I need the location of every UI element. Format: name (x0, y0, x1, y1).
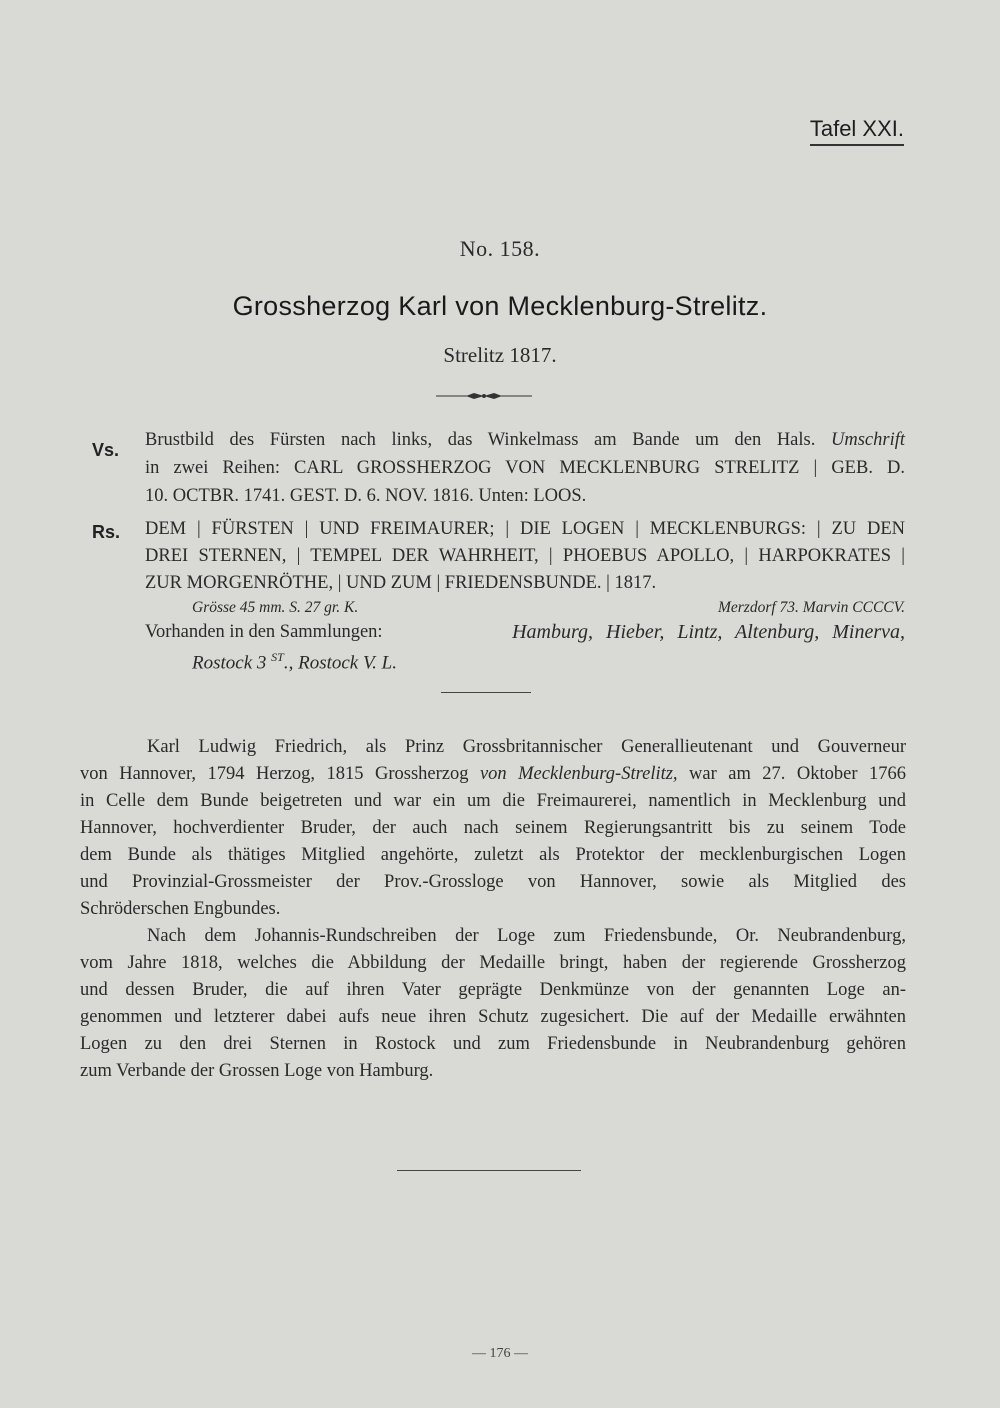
end-divider (397, 1170, 581, 1171)
body-line: und Provinzial-Grossmeister der Prov.-Grossloge von Hannover, sowie als Mitglied des (80, 872, 906, 892)
body-line: genommen und letzterer dabei aufs neue ihren Schutz zugesichert. Die auf der Medaille erwähnten (80, 1007, 906, 1027)
body-line: Nach dem Johannis-Rundschreiben der Loge zum Friedensbunde, Or. Neubrandenburg, (147, 926, 906, 946)
body-line: von Hannover, 1794 Herzog, 1815 Grossherzog von Mecklenburg-Strelitz, war am 27. Oktober 1766 (80, 764, 906, 784)
reverse-line-3: ZUR MORGENRÖTHE, | UND ZUM | FRIEDENSBUNDE. | 1817. (145, 573, 657, 593)
body-line: Karl Ludwig Friedrich, als Prinz Grossbritannischer Generallieutenant und Gouverneur (147, 737, 906, 757)
obverse-line-2: in zwei Reihen: CARL GROSSHERZOG VON MECKLENBURG STRELITZ | GEB. D. (145, 458, 905, 478)
ornament-divider (436, 391, 532, 401)
body-line: Logen zu den drei Sternen in Rostock und zum Friedensbunde in Neubrandenburg gehören (80, 1034, 906, 1054)
reverse-label: Rs. (92, 522, 121, 542)
references: Merzdorf 73. Marvin CCCCV. (717, 599, 905, 616)
section-divider (441, 692, 531, 693)
medal-number: No. 158. (459, 236, 541, 261)
body-line: und dessen Bruder, die auf ihren Vater geprägte Denkmünze von der genannten Loge an- (80, 980, 906, 1000)
plate-label: Tafel XXI. (810, 116, 904, 146)
place-date: Strelitz 1817. (443, 343, 557, 367)
body-line: zum Verbande der Grossen Loge von Hamburg. (80, 1061, 434, 1081)
body-line: dem Bunde als thätiges Mitglied angehörte, zuletzt als Protektor der mecklenburgischen Logen (80, 845, 906, 865)
obverse-line-1: Brustbild des Fürsten nach links, das Winkelmass am Bande um den Hals. Umschrift (145, 430, 905, 450)
reverse-line-2: DREI STERNEN, | TEMPEL DER WAHRHEIT, | PHOEBUS APOLLO, | HARPOKRATES | (145, 546, 905, 566)
collections-line-2: Rostock 3 $^{ST}$., Rostock V. L. (192, 650, 397, 674)
obverse-label: Vs. (92, 440, 120, 460)
page-title: Grossherzog Karl von Mecklenburg-Strelitz. (232, 291, 768, 321)
size-weight: Grösse 45 mm. S. 27 gr. K. (192, 599, 359, 616)
body-line: Hannover, hochverdienter Bruder, der auch nach seinem Regierungsantritt bis zu seinem Tode (80, 818, 906, 838)
body-line: Schröderschen Engbundes. (80, 899, 281, 919)
obverse-line-3: 10. OCTBR. 1741. GEST. D. 6. NOV. 1816. Unten: LOOS. (145, 486, 587, 506)
collections-line-1: Vorhanden in den Sammlungen: Hamburg, Hieber, Lintz, Altenburg, Minerva, (145, 621, 905, 643)
page-number: — 176 — (472, 1346, 528, 1361)
body-line: in Celle dem Bunde beigetreten und war ein um die Freimaurerei, namentlich in Mecklenburg und (80, 791, 906, 811)
body-line: vom Jahre 1818, welches die Abbildung der Medaille bringt, haben der regierende Grossherzog (80, 953, 906, 973)
reverse-line-1: DEM | FÜRSTEN | UND FREIMAURER; | DIE LOGEN | MECKLENBURGS: | ZU DEN (145, 519, 905, 539)
